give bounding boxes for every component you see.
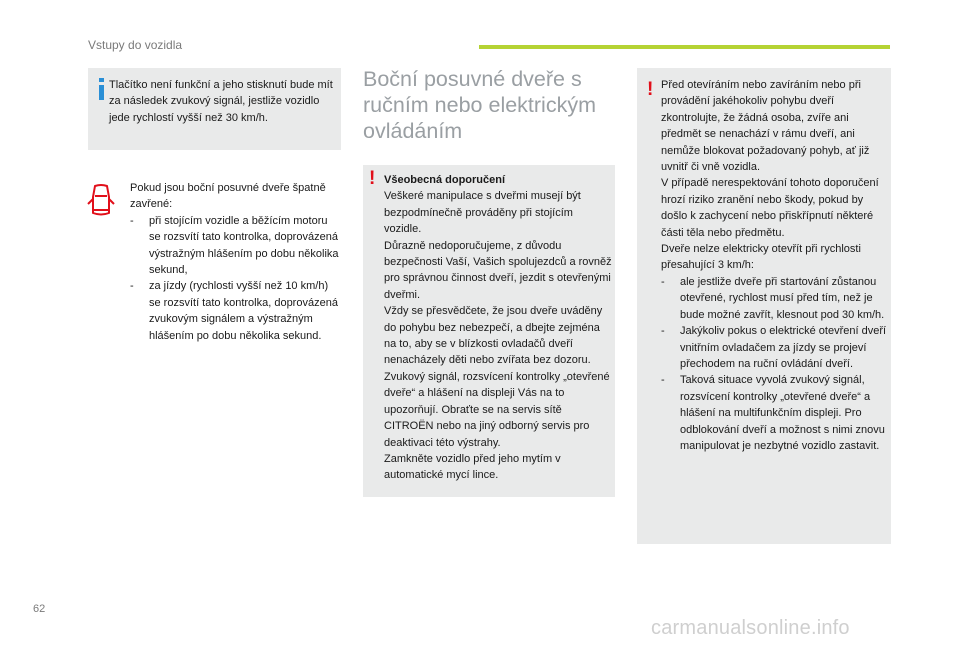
advice-line: Důrazně nedoporučujeme, z důvodu bezpečnosti Vaší, Vašich spolujezdců a rovněž pro správnou činnost dveří, jezdit s otevřenými dveřmi. [384, 239, 612, 301]
general-advice-text [384, 172, 612, 484]
info-icon [95, 78, 109, 100]
list-item: - Jakýkoliv pokus o elektrické otevření dveří vnitřním ovladačem za jízdy se projeví přechodem na ruční ovládání dveří. [661, 325, 887, 370]
list-item: - ale jestliže dveře při startování zůstanou otevřené, rychlost musí před tím, než je bude možné zavřít, klesnout pod 30 km/h. [661, 275, 885, 321]
watermark-link[interactable]: carmanualsonline.info [651, 617, 850, 639]
section-header: Vstupy do vozidla [88, 38, 183, 52]
list-item: - za jízdy (rychlosti vyšší než 10 km/h) se rozsvítí tato kontrolka, doprovázená zvukovým signálem a výstražným hlášením po dobu několika sekund. [130, 280, 338, 342]
door-warning-text [130, 180, 342, 344]
advice-line: Veškeré manipulace s dveřmi musejí být bezpodmínečně prováděny při stojícím vozidle. [384, 190, 581, 236]
warning-exclamation-icon: ! [647, 79, 654, 100]
warning-exclamation-icon: ! [369, 168, 376, 189]
list-item-text: při stojícím vozidle a běžícím motoru se rozsvítí tato kontrolka, doprovázená výstražným hlášením po dobu několika sekund, [149, 214, 339, 277]
advice-line: Zvukový signál, rozsvícení kontrolky „otevřené dveře“ a hlášení na displeji Vás na to upozorňují. Obraťte se na servis sítě CITROËN nebo na jiný odborný servis pro deaktivaci této výstrahy. [384, 370, 610, 449]
section-title: Boční posuvné dveře s ručním nebo elektrickým ovládáním [363, 67, 596, 143]
list-item-text: Jakýkoliv pokus o elektrické otevření dveří vnitřním ovladačem za jízdy se projeví přechodem na ruční ovládání dveří. [680, 325, 887, 370]
header-accent-bar [479, 45, 890, 49]
info-text: Tlačítko není funkční a jeho stisknutí bude mít za následek zvukový signál, jestliže vozidlo jede rychlostí vyšší než 30 km/h. [109, 79, 333, 124]
info-box [88, 68, 341, 150]
advice-line: Vždy se přesvědčete, že jsou dveře uváděny do pohybu bez nebezpečí, a dbejte zejména na to, aby se v blízkosti ovladačů dveří nenacházely děti nebo zvířata bez dozoru. [384, 305, 603, 367]
list-item: - Taková situace vyvolá zvukový signál, rozsvícení kontrolky „otevřené dveře“ a hlášení na multifunkčním displeji. Pro odblokování dveří a možnost s nimi znovu manipulovat je nezbytné vozidlo zastavit. [661, 374, 885, 452]
warning-paragraph: Dveře nelze elektricky otevřít při rychlosti přesahující 3 km/h: [661, 243, 861, 272]
safety-warning-box [637, 68, 891, 544]
list-item: - při stojícím vozidle a běžícím motoru se rozsvítí tato kontrolka, doprovázená výstražným hlášením po dobu několika sekund, [130, 214, 339, 277]
list-item-text: za jízdy (rychlosti vyšší než 10 km/h) se rozsvítí tato kontrolka, doprovázená zvukovým signálem a výstražným hlášením po dobu několika sekund. [149, 280, 338, 342]
list-item-text: ale jestliže dveře při startování zůstanou otevřené, rychlost musí před tím, než je bude možné zavřít, klesnout pod 30 km/h. [680, 275, 885, 321]
safety-warning-text [661, 77, 887, 454]
door-warning-intro: Pokud jsou boční posuvné dveře špatně zavřené: [130, 182, 326, 211]
warning-paragraph: V případě nerespektování tohoto doporučení hrozí riziko zranění nebo škody, pokud by došlo k zachycení nebo přiskřípnutí některé části těla nebo předmětu. [661, 177, 879, 239]
warning-paragraph: Před otevíráním nebo zavíráním nebo při provádění jakéhokoliv pohybu dveří zkontrolujte, že žádná osoba, zvíře ani předmět se nenachází v rámu dveří, ani nemůže blokovat požadovaný pohyb, ať již uvnitř či vně vozidla. [661, 79, 870, 174]
advice-line: Zamkněte vozidlo před jeho mytím v automatické mycí lince. [384, 452, 561, 482]
open-door-warning-light-icon [86, 183, 116, 219]
general-advice-box [363, 165, 615, 497]
general-advice-heading: Všeobecná doporučení [384, 174, 506, 186]
list-item-text: Taková situace vyvolá zvukový signál, rozsvícení kontrolky „otevřené dveře“ a hlášení na multifunkčním displeji. Pro odblokování dveří a možnost s nimi znovu manipulovat je nezbytné vozidlo zastavit. [680, 374, 885, 452]
page-number: 62 [33, 603, 46, 615]
